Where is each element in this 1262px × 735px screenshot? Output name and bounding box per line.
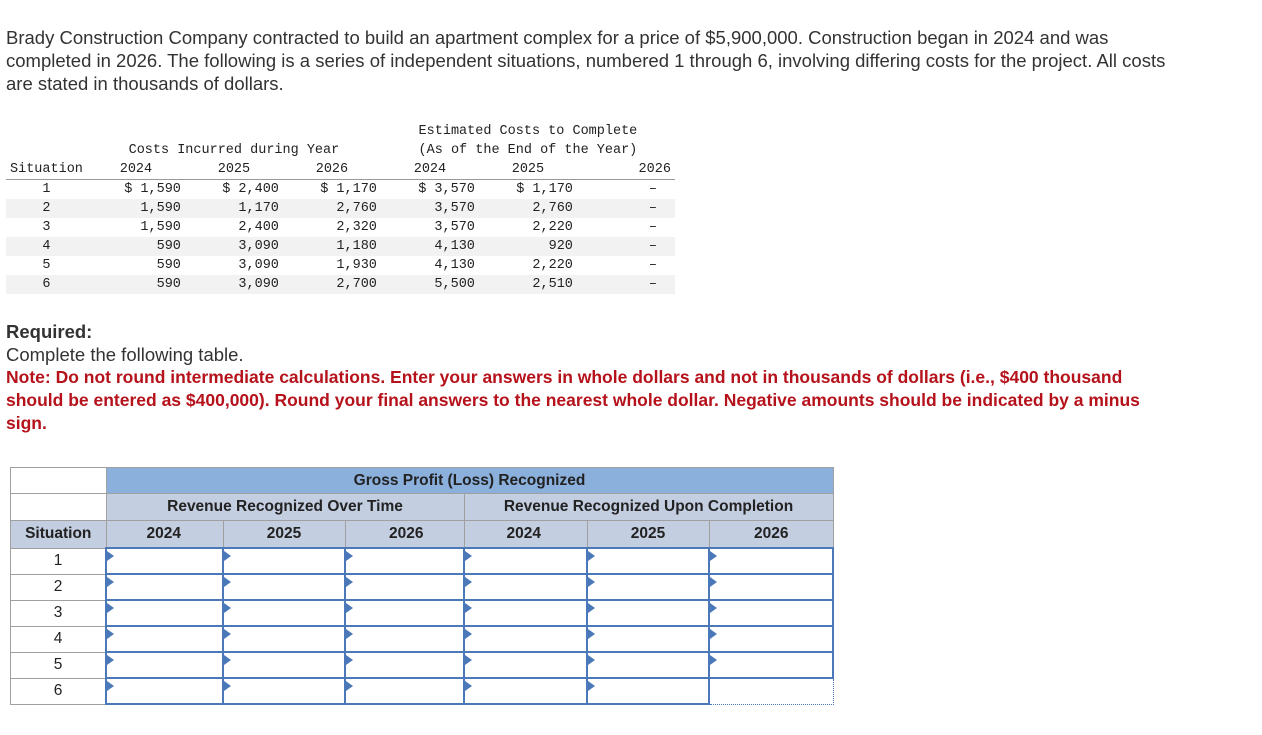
cost-incurred-cell: 1,170 <box>185 199 283 218</box>
answer-cell[interactable] <box>106 678 223 704</box>
cost-incurred-cell: 1,930 <box>336 258 377 273</box>
over-time-year-header: 2026 <box>345 521 464 549</box>
answer-cell[interactable] <box>106 626 223 652</box>
est-cost-cell: – <box>648 182 657 197</box>
answer-cell[interactable] <box>106 548 223 574</box>
gross-profit-answer-table <box>10 467 834 705</box>
input-marker-icon <box>465 551 472 561</box>
answer-row <box>11 574 834 600</box>
cost-incurred-cell: 1,180 <box>283 237 381 256</box>
completion-group-header: Revenue Recognized Upon Completion <box>464 494 833 521</box>
answer-row <box>11 652 834 678</box>
est-cost-cell: – <box>577 199 675 218</box>
input-marker-icon <box>710 603 717 613</box>
answer-cell[interactable] <box>464 574 587 600</box>
gross-profit-input[interactable] <box>224 549 344 573</box>
gross-profit-input[interactable] <box>465 549 586 573</box>
situation-header: Situation <box>6 160 87 180</box>
est-cost-cell: 3,570 <box>381 199 479 218</box>
cost-incurred-cell: 590 <box>87 275 185 294</box>
input-marker-icon <box>588 577 595 587</box>
gross-profit-input[interactable] <box>588 601 708 625</box>
gross-profit-input[interactable] <box>710 679 833 704</box>
answer-cell[interactable] <box>223 652 345 678</box>
est-cost-cell: 2,220 <box>532 220 573 235</box>
gross-profit-input[interactable] <box>224 575 344 599</box>
cost-incurred-cell: 3,090 <box>185 237 283 256</box>
over-time-year-header: 2024 <box>106 521 223 549</box>
est-cost-cell: – <box>577 237 675 256</box>
completion-year-header: 2024 <box>464 521 587 549</box>
input-marker-icon <box>107 655 114 665</box>
over-time-group-header: Revenue Recognized Over Time <box>106 494 464 521</box>
cost-incurred-cell: 2,400 <box>238 220 279 235</box>
answer-cell[interactable] <box>587 574 709 600</box>
input-marker-icon <box>346 629 353 639</box>
answer-row <box>11 678 834 704</box>
input-marker-icon <box>224 577 231 587</box>
cost-data-row <box>6 237 675 256</box>
answer-cell[interactable] <box>709 548 833 574</box>
gross-profit-input[interactable] <box>465 653 586 677</box>
input-marker-icon <box>465 681 472 691</box>
answer-cell[interactable] <box>345 600 464 626</box>
est-group-header-line1: Estimated Costs to Complete <box>418 124 638 139</box>
gross-profit-input[interactable] <box>710 575 832 599</box>
input-marker-icon <box>710 577 717 587</box>
est-cost-cell: 4,130 <box>434 258 475 273</box>
answer-situation-number: 6 <box>11 678 107 704</box>
answer-cell[interactable] <box>464 600 587 626</box>
answer-table-title: Gross Profit (Loss) Recognized <box>106 468 833 494</box>
est-cost-cell: $ 1,170 <box>516 182 573 197</box>
answer-cell[interactable] <box>464 678 587 704</box>
answer-row <box>11 548 834 574</box>
gross-profit-input[interactable] <box>224 679 344 703</box>
gross-profit-input[interactable] <box>465 627 586 651</box>
situation-number: 4 <box>6 237 87 256</box>
costs-group-header: Costs Incurred during Year <box>128 143 340 158</box>
answer-cell[interactable] <box>106 600 223 626</box>
input-marker-icon <box>465 629 472 639</box>
costs-year-header: 2025 <box>185 160 283 180</box>
cost-incurred-cell: $ 1,170 <box>320 182 377 197</box>
input-marker-icon <box>710 655 717 665</box>
est-cost-cell: 2,760 <box>479 199 577 218</box>
answer-cell[interactable] <box>709 626 833 652</box>
gross-profit-input[interactable] <box>346 601 463 625</box>
answer-cell[interactable] <box>223 678 345 704</box>
input-marker-icon <box>588 551 595 561</box>
est-year-header: 2025 <box>479 160 577 180</box>
cost-incurred-cell: 2,700 <box>283 275 381 294</box>
gross-profit-input[interactable] <box>346 549 463 573</box>
answer-cell[interactable] <box>587 548 709 574</box>
gross-profit-input[interactable] <box>107 627 222 651</box>
input-marker-icon <box>224 681 231 691</box>
input-marker-icon <box>107 603 114 613</box>
completion-year-header: 2025 <box>587 521 709 549</box>
gross-profit-input[interactable] <box>465 679 586 703</box>
answer-cell[interactable] <box>106 574 223 600</box>
gross-profit-input[interactable] <box>588 653 708 677</box>
situation-number: 6 <box>6 275 87 294</box>
input-marker-icon <box>107 681 114 691</box>
answer-cell[interactable] <box>464 548 587 574</box>
cost-data-row <box>6 199 675 218</box>
input-marker-icon <box>346 551 353 561</box>
input-marker-icon <box>465 655 472 665</box>
est-cost-cell: $ 3,570 <box>418 182 475 197</box>
gross-profit-input[interactable] <box>224 601 344 625</box>
costs-year-header: 2026 <box>283 160 381 180</box>
gross-profit-input[interactable] <box>346 575 463 599</box>
situation-number: 5 <box>42 258 51 273</box>
est-year-header: 2026 <box>577 160 675 180</box>
est-year-header: 2024 <box>381 160 479 180</box>
answer-cell[interactable] <box>587 678 709 704</box>
gross-profit-input[interactable] <box>588 549 708 573</box>
cost-data-row <box>6 275 675 294</box>
est-cost-cell: 5,500 <box>381 275 479 294</box>
gross-profit-input[interactable] <box>224 653 344 677</box>
costs-year-header: 2024 <box>87 160 185 180</box>
answer-cell[interactable] <box>709 600 833 626</box>
input-marker-icon <box>107 629 114 639</box>
answer-cell[interactable] <box>709 678 833 704</box>
est-cost-cell: – <box>577 275 675 294</box>
answer-cell[interactable] <box>587 600 709 626</box>
est-cost-cell: 2,220 <box>532 258 573 273</box>
gross-profit-input[interactable] <box>710 549 832 573</box>
answer-cell[interactable] <box>345 548 464 574</box>
input-marker-icon <box>465 603 472 613</box>
gross-profit-input[interactable] <box>107 653 222 677</box>
cost-incurred-cell: 590 <box>87 237 185 256</box>
input-marker-icon <box>588 629 595 639</box>
answer-cell[interactable] <box>709 652 833 678</box>
gross-profit-input[interactable] <box>107 679 222 703</box>
input-marker-icon <box>710 629 717 639</box>
cost-incurred-cell: 2,320 <box>336 220 377 235</box>
input-marker-icon <box>588 603 595 613</box>
gross-profit-input[interactable] <box>465 601 586 625</box>
input-marker-icon <box>346 603 353 613</box>
answer-cell[interactable] <box>345 678 464 704</box>
cost-incurred-cell: 1,590 <box>140 220 181 235</box>
answer-cell[interactable] <box>464 652 587 678</box>
cost-data-table <box>6 122 675 294</box>
cost-incurred-cell: 590 <box>156 258 181 273</box>
est-cost-cell: 920 <box>479 237 577 256</box>
gross-profit-input[interactable] <box>224 627 344 651</box>
completion-year-header: 2026 <box>709 521 833 549</box>
gross-profit-input[interactable] <box>107 601 222 625</box>
intro-paragraph: Brady Construction Company contracted to build an apartment complex for a price of $5,900,000. Construction began in 2024 and was completed in 2026. The following is a series of independent situations, numbered 1 through 6, involving differing costs for the project. All costs are stated in thousands of dollars. <box>6 27 1166 94</box>
situation-number: 3 <box>42 220 51 235</box>
required-instruction: Complete the following table. <box>6 344 244 365</box>
input-marker-icon <box>588 681 595 691</box>
input-marker-icon <box>224 655 231 665</box>
gross-profit-input[interactable] <box>588 575 708 599</box>
input-marker-icon <box>224 551 231 561</box>
answer-cell[interactable] <box>464 626 587 652</box>
input-marker-icon <box>224 629 231 639</box>
gross-profit-input[interactable] <box>710 601 832 625</box>
answer-cell[interactable] <box>223 574 345 600</box>
required-title: Required: <box>6 321 93 342</box>
cost-incurred-cell: $ 2,400 <box>222 182 279 197</box>
cost-incurred-cell: 3,090 <box>185 275 283 294</box>
gross-profit-input[interactable] <box>346 653 463 677</box>
answer-situation-number: 2 <box>11 574 107 600</box>
answer-row <box>11 600 834 626</box>
answer-cell[interactable] <box>587 652 709 678</box>
answer-cell[interactable] <box>223 600 345 626</box>
gross-profit-input[interactable] <box>710 627 832 651</box>
gross-profit-input[interactable] <box>588 627 708 651</box>
gross-profit-input[interactable] <box>107 549 222 573</box>
cost-incurred-cell: 2,760 <box>283 199 381 218</box>
answer-situation-number: 1 <box>11 548 107 574</box>
input-marker-icon <box>346 577 353 587</box>
answer-situation-number: 4 <box>11 626 107 652</box>
situation-number: 2 <box>6 199 87 218</box>
est-cost-cell: 4,130 <box>381 237 479 256</box>
answer-cell[interactable] <box>709 574 833 600</box>
input-marker-icon <box>107 551 114 561</box>
answer-cell[interactable] <box>223 548 345 574</box>
input-marker-icon <box>224 603 231 613</box>
input-marker-icon <box>465 577 472 587</box>
answer-cell[interactable] <box>106 652 223 678</box>
cost-incurred-cell: $ 1,590 <box>124 182 181 197</box>
answer-situation-number: 5 <box>11 652 107 678</box>
cost-data-row <box>6 256 675 275</box>
cost-incurred-cell: 1,590 <box>87 199 185 218</box>
answer-cell[interactable] <box>223 626 345 652</box>
cost-data-row <box>6 180 675 200</box>
est-group-header-line2: (As of the End of the Year) <box>418 143 638 158</box>
over-time-year-header: 2025 <box>223 521 345 549</box>
gross-profit-input[interactable] <box>346 627 463 651</box>
input-marker-icon <box>346 655 353 665</box>
gross-profit-input[interactable] <box>107 575 222 599</box>
est-cost-cell: 2,510 <box>479 275 577 294</box>
gross-profit-input[interactable] <box>710 653 832 677</box>
input-marker-icon <box>710 551 717 561</box>
est-cost-cell: 3,570 <box>434 220 475 235</box>
situation-number: 1 <box>42 182 51 197</box>
answer-cell[interactable] <box>587 626 709 652</box>
answer-row <box>11 626 834 652</box>
gross-profit-input[interactable] <box>346 679 463 703</box>
input-marker-icon <box>588 655 595 665</box>
input-marker-icon <box>346 681 353 691</box>
answer-cell[interactable] <box>345 652 464 678</box>
gross-profit-input[interactable] <box>588 679 708 703</box>
required-note: Note: Do not round intermediate calculations. Enter your answers in whole dollars and not in thousands of dollars (i.e., $400 thousand should be entered as $400,000). Round your final answers to the nearest whole dollar. Negative amounts should be indicated by a minus sign. <box>6 367 1140 433</box>
answer-situation-header: Situation <box>11 521 107 549</box>
gross-profit-input[interactable] <box>465 575 586 599</box>
est-cost-cell: – <box>648 220 657 235</box>
answer-cell[interactable] <box>345 574 464 600</box>
est-cost-cell: – <box>648 258 657 273</box>
answer-cell[interactable] <box>345 626 464 652</box>
input-marker-icon <box>107 577 114 587</box>
answer-situation-number: 3 <box>11 600 107 626</box>
cost-data-row <box>6 218 675 237</box>
cost-incurred-cell: 3,090 <box>238 258 279 273</box>
required-section <box>6 320 1176 435</box>
